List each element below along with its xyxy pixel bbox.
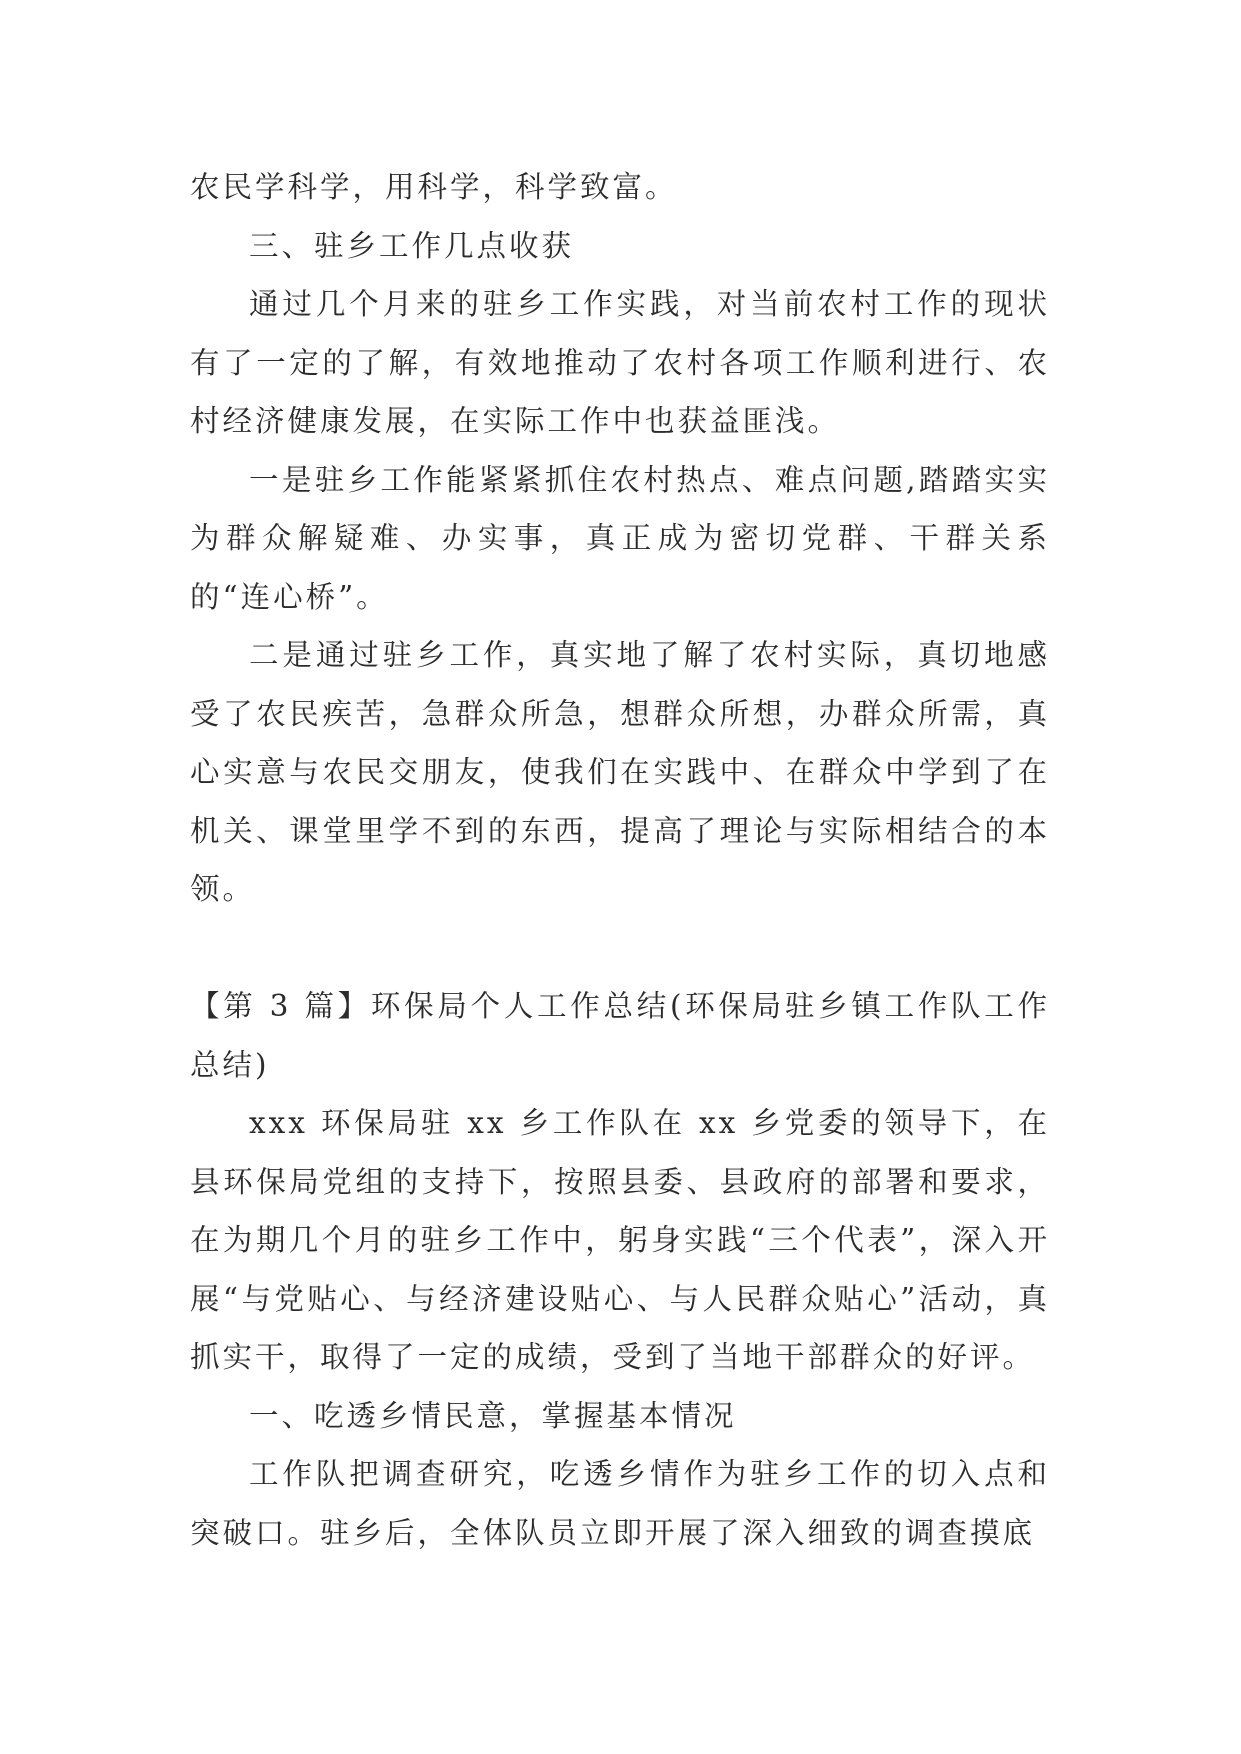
section-heading-survey: 一、吃透乡情民意，掌握基本情况: [249, 1398, 737, 1433]
paragraph-spacer: [190, 919, 1050, 978]
paragraph: 二是通过驻乡工作，真实地了解了农村实际，真切地感受了农民疾苦，急群众所急，想群众所想，办群众所需，真心实意与农民交朋友，使我们在实践中、在群众中学到了在机关、课堂里学不到的东西，提高了理论与实际相结合的本领。: [190, 638, 1050, 906]
section-heading-harvest: 三、驻乡工作几点收获: [249, 228, 575, 263]
article-title: 【第 3 篇】环保局个人工作总结(环保局驻乡镇工作队工作总结): [190, 989, 1050, 1082]
paragraph: 一是驻乡工作能紧紧抓住农村热点、难点问题,踏踏实实为群众解疑难、办实事，真正成为密切党群、干群关系的“连心桥”。: [190, 462, 1050, 614]
document-body: [190, 158, 1050, 1562]
paragraph: 工作队把调查研究，吃透乡情作为驻乡工作的切入点和突破口。驻乡后，全体队员立即开展了深入细致的调查摸底: [190, 1457, 1050, 1550]
paragraph: 通过几个月来的驻乡工作实践，对当前农村工作的现状有了一定的了解，有效地推动了农村各项工作顺利进行、农村经济健康发展，在实际工作中也获益匪浅。: [190, 287, 1050, 438]
paragraph-continuation: 农民学科学，用科学，科学致富。: [190, 170, 678, 204]
paragraph: xxx 环保局驻 xx 乡工作队在 xx 乡党委的领导下，在县环保局党组的支持下，按照县委、县政府的部署和要求，在为期几个月的驻乡工作中，躬身实践“三个代表”，深入开展“与党贴心、与经济建设贴心、与人民群众贴心”活动，真抓实干，取得了一定的成绩，受到了当地干部群众的好评。: [190, 1106, 1050, 1374]
